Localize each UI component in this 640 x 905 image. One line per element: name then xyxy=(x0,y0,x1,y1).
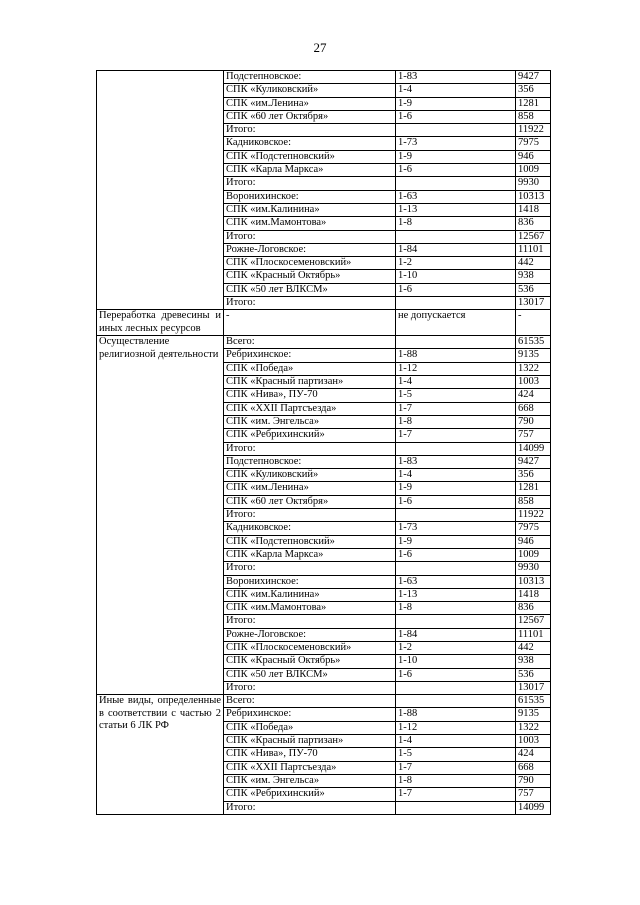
quarter-code-cell xyxy=(396,509,516,522)
district-name-cell: Всего: xyxy=(224,336,396,349)
quarter-code-cell: 1-83 xyxy=(396,71,516,84)
area-value-cell: 442 xyxy=(516,257,551,270)
district-name-cell: СПК «им.Ленина» xyxy=(224,97,396,110)
quarter-code-cell: 1-8 xyxy=(396,217,516,230)
district-name-cell: Итого: xyxy=(224,562,396,575)
district-name-cell: Итого: xyxy=(224,124,396,137)
district-name-cell: СПК «Красный Октябрь» xyxy=(224,270,396,283)
area-value-cell: 938 xyxy=(516,270,551,283)
district-name-cell: СПК «XXII Партсъезда» xyxy=(224,761,396,774)
district-name-cell: СПК «Плоскосеменовский» xyxy=(224,257,396,270)
area-value-cell: 836 xyxy=(516,602,551,615)
quarter-code-cell: 1-4 xyxy=(396,469,516,482)
quarter-code-cell: 1-5 xyxy=(396,389,516,402)
area-value-cell: 11101 xyxy=(516,243,551,256)
document-table-body xyxy=(97,71,551,815)
area-value-cell: 938 xyxy=(516,655,551,668)
district-name-cell: СПК «им.Ленина» xyxy=(224,482,396,495)
area-value-cell: 1322 xyxy=(516,362,551,375)
page-number: 27 xyxy=(313,40,327,55)
district-name-cell: СПК «60 лет Октября» xyxy=(224,495,396,508)
quarter-code-cell xyxy=(396,124,516,137)
district-name-cell: СПК «Красный партизан» xyxy=(224,376,396,389)
quarter-code-cell: 1-10 xyxy=(396,270,516,283)
area-value-cell: 757 xyxy=(516,429,551,442)
quarter-code-cell: 1-88 xyxy=(396,708,516,721)
quarter-code-cell: 1-63 xyxy=(396,190,516,203)
area-value-cell: 946 xyxy=(516,535,551,548)
area-value-cell: 536 xyxy=(516,283,551,296)
area-value-cell: 790 xyxy=(516,774,551,787)
activity-category-cell: Осуществление религиозной деятельности xyxy=(97,336,224,695)
area-value-cell: 356 xyxy=(516,84,551,97)
district-name-cell: Итого: xyxy=(224,615,396,628)
area-value-cell: 7975 xyxy=(516,137,551,150)
district-name-cell: Итого: xyxy=(224,230,396,243)
quarter-code-cell: 1-7 xyxy=(396,788,516,801)
quarter-code-cell: 1-73 xyxy=(396,137,516,150)
district-name-cell: СПК «им. Энгельса» xyxy=(224,415,396,428)
area-value-cell: 442 xyxy=(516,641,551,654)
area-value-cell: 668 xyxy=(516,402,551,415)
district-name-cell: Ребрихинское: xyxy=(224,349,396,362)
quarter-code-cell xyxy=(396,442,516,455)
area-value-cell: 356 xyxy=(516,469,551,482)
district-name-cell: СПК «50 лет ВЛКСМ» xyxy=(224,668,396,681)
district-name-cell: СПК «Куликовский» xyxy=(224,84,396,97)
area-value-cell: 13017 xyxy=(516,297,551,310)
quarter-code-cell: 1-6 xyxy=(396,164,516,177)
area-value-cell: 858 xyxy=(516,110,551,123)
quarter-code-cell: 1-13 xyxy=(396,588,516,601)
quarter-code-cell xyxy=(396,562,516,575)
area-value-cell: 757 xyxy=(516,788,551,801)
district-name-cell: Подстепновское: xyxy=(224,71,396,84)
area-value-cell: 11101 xyxy=(516,628,551,641)
area-value-cell: 61535 xyxy=(516,695,551,708)
district-name-cell: Итого: xyxy=(224,681,396,694)
quarter-code-cell: 1-5 xyxy=(396,748,516,761)
quarter-code-cell: 1-7 xyxy=(396,429,516,442)
area-value-cell: 424 xyxy=(516,748,551,761)
quarter-code-cell: 1-2 xyxy=(396,641,516,654)
district-name-cell: СПК «Нива», ПУ-70 xyxy=(224,389,396,402)
quarter-code-cell: 1-73 xyxy=(396,522,516,535)
table-row xyxy=(97,695,551,708)
district-name-cell: Всего: xyxy=(224,695,396,708)
district-name-cell: Воронихинское: xyxy=(224,190,396,203)
quarter-code-cell xyxy=(396,615,516,628)
quarter-code-cell: 1-12 xyxy=(396,362,516,375)
district-name-cell: СПК «Карла Маркса» xyxy=(224,548,396,561)
quarter-code-cell xyxy=(396,336,516,349)
quarter-code-cell xyxy=(396,695,516,708)
area-value-cell: 13017 xyxy=(516,681,551,694)
area-value-cell: 9427 xyxy=(516,455,551,468)
quarter-code-cell xyxy=(396,177,516,190)
quarter-code-cell: 1-7 xyxy=(396,761,516,774)
district-name-cell: Воронихинское: xyxy=(224,575,396,588)
area-value-cell: 836 xyxy=(516,217,551,230)
area-value-cell: 424 xyxy=(516,389,551,402)
district-name-cell: СПК «60 лет Октября» xyxy=(224,110,396,123)
district-name-cell: СПК «им.Калинина» xyxy=(224,203,396,216)
district-name-cell: Итого: xyxy=(224,177,396,190)
district-name-cell: СПК «им. Энгельса» xyxy=(224,774,396,787)
area-value-cell: 1003 xyxy=(516,376,551,389)
district-name-cell: Рожне-Логовское: xyxy=(224,628,396,641)
district-name-cell: Итого: xyxy=(224,297,396,310)
document-table xyxy=(96,70,551,815)
district-name-cell: СПК «50 лет ВЛКСМ» xyxy=(224,283,396,296)
area-value-cell: 1281 xyxy=(516,482,551,495)
quarter-code-cell xyxy=(396,681,516,694)
quarter-code-cell: 1-8 xyxy=(396,602,516,615)
district-name-cell: Итого: xyxy=(224,442,396,455)
area-value-cell: 1322 xyxy=(516,721,551,734)
quarter-code-cell: 1-88 xyxy=(396,349,516,362)
quarter-code-cell: 1-8 xyxy=(396,415,516,428)
quarter-code-cell: 1-6 xyxy=(396,110,516,123)
area-value-cell: 1009 xyxy=(516,164,551,177)
quarter-code-cell: 1-10 xyxy=(396,655,516,668)
quarter-code-cell: 1-63 xyxy=(396,575,516,588)
area-value-cell: 7975 xyxy=(516,522,551,535)
district-name-cell: СПК «Подстепновский» xyxy=(224,150,396,163)
area-value-cell: 9135 xyxy=(516,349,551,362)
activity-category-cell: Переработка древесины и иных лесных ресурсов xyxy=(97,310,224,336)
district-name-cell: СПК «XXII Партсъезда» xyxy=(224,402,396,415)
quarter-code-cell: 1-4 xyxy=(396,735,516,748)
activity-category-cell: Иные виды, определенные в соответствии с частью 2 статьи 6 ЛК РФ xyxy=(97,695,224,815)
quarter-code-cell: 1-4 xyxy=(396,376,516,389)
district-name-cell: СПК «Подстепновский» xyxy=(224,535,396,548)
district-name-cell: Кадниковское: xyxy=(224,522,396,535)
district-name-cell: СПК «Плоскосеменовский» xyxy=(224,641,396,654)
area-value-cell: 1281 xyxy=(516,97,551,110)
area-value-cell: 790 xyxy=(516,415,551,428)
district-name-cell: Кадниковское: xyxy=(224,137,396,150)
quarter-code-cell: 1-84 xyxy=(396,243,516,256)
quarter-code-cell: 1-8 xyxy=(396,774,516,787)
area-value-cell: 858 xyxy=(516,495,551,508)
district-name-cell: СПК «Куликовский» xyxy=(224,469,396,482)
district-name-cell: Рожне-Логовское: xyxy=(224,243,396,256)
table-row xyxy=(97,336,551,349)
district-name-cell: Ребрихинское: xyxy=(224,708,396,721)
district-name-cell: Итого: xyxy=(224,509,396,522)
quarter-code-cell xyxy=(396,297,516,310)
area-value-cell: 10313 xyxy=(516,190,551,203)
quarter-code-cell: 1-6 xyxy=(396,548,516,561)
area-value-cell: 1418 xyxy=(516,203,551,216)
area-value-cell: 11922 xyxy=(516,124,551,137)
district-name-cell: СПК «Победа» xyxy=(224,721,396,734)
area-value-cell: 12567 xyxy=(516,230,551,243)
quarter-code-cell xyxy=(396,230,516,243)
quarter-code-cell: 1-13 xyxy=(396,203,516,216)
table-row xyxy=(97,310,551,336)
district-name-cell: СПК «Победа» xyxy=(224,362,396,375)
area-value-cell: 9427 xyxy=(516,71,551,84)
quarter-code-cell: не допускается xyxy=(396,310,516,336)
district-name-cell: Итого: xyxy=(224,801,396,814)
activity-category-cell xyxy=(97,71,224,310)
quarter-code-cell: 1-9 xyxy=(396,97,516,110)
quarter-code-cell: 1-9 xyxy=(396,535,516,548)
quarter-code-cell: 1-84 xyxy=(396,628,516,641)
area-value-cell: 14099 xyxy=(516,442,551,455)
district-name-cell: СПК «Ребрихинский» xyxy=(224,429,396,442)
area-value-cell: 11922 xyxy=(516,509,551,522)
quarter-code-cell: 1-2 xyxy=(396,257,516,270)
quarter-code-cell: 1-83 xyxy=(396,455,516,468)
area-value-cell: 10313 xyxy=(516,575,551,588)
quarter-code-cell: 1-6 xyxy=(396,495,516,508)
quarter-code-cell: 1-12 xyxy=(396,721,516,734)
district-name-cell: СПК «им.Мамонтова» xyxy=(224,602,396,615)
quarter-code-cell: 1-9 xyxy=(396,482,516,495)
district-name-cell: СПК «им.Мамонтова» xyxy=(224,217,396,230)
area-value-cell: 9930 xyxy=(516,177,551,190)
area-value-cell: 1009 xyxy=(516,548,551,561)
district-name-cell: СПК «Ребрихинский» xyxy=(224,788,396,801)
area-value-cell: - xyxy=(516,310,551,336)
quarter-code-cell: 1-4 xyxy=(396,84,516,97)
district-name-cell: СПК «Нива», ПУ-70 xyxy=(224,748,396,761)
district-name-cell: СПК «Красный партизан» xyxy=(224,735,396,748)
quarter-code-cell: 1-9 xyxy=(396,150,516,163)
quarter-code-cell: 1-6 xyxy=(396,283,516,296)
district-name-cell: СПК «Красный Октябрь» xyxy=(224,655,396,668)
area-value-cell: 9135 xyxy=(516,708,551,721)
district-name-cell: - xyxy=(224,310,396,336)
area-value-cell: 536 xyxy=(516,668,551,681)
area-value-cell: 12567 xyxy=(516,615,551,628)
area-value-cell: 61535 xyxy=(516,336,551,349)
area-value-cell: 14099 xyxy=(516,801,551,814)
area-value-cell: 1003 xyxy=(516,735,551,748)
district-name-cell: СПК «Карла Маркса» xyxy=(224,164,396,177)
quarter-code-cell xyxy=(396,801,516,814)
area-value-cell: 9930 xyxy=(516,562,551,575)
quarter-code-cell: 1-7 xyxy=(396,402,516,415)
area-value-cell: 668 xyxy=(516,761,551,774)
area-value-cell: 1418 xyxy=(516,588,551,601)
quarter-code-cell: 1-6 xyxy=(396,668,516,681)
district-name-cell: Подстепновское: xyxy=(224,455,396,468)
area-value-cell: 946 xyxy=(516,150,551,163)
district-name-cell: СПК «им.Калинина» xyxy=(224,588,396,601)
table-row xyxy=(97,71,551,84)
